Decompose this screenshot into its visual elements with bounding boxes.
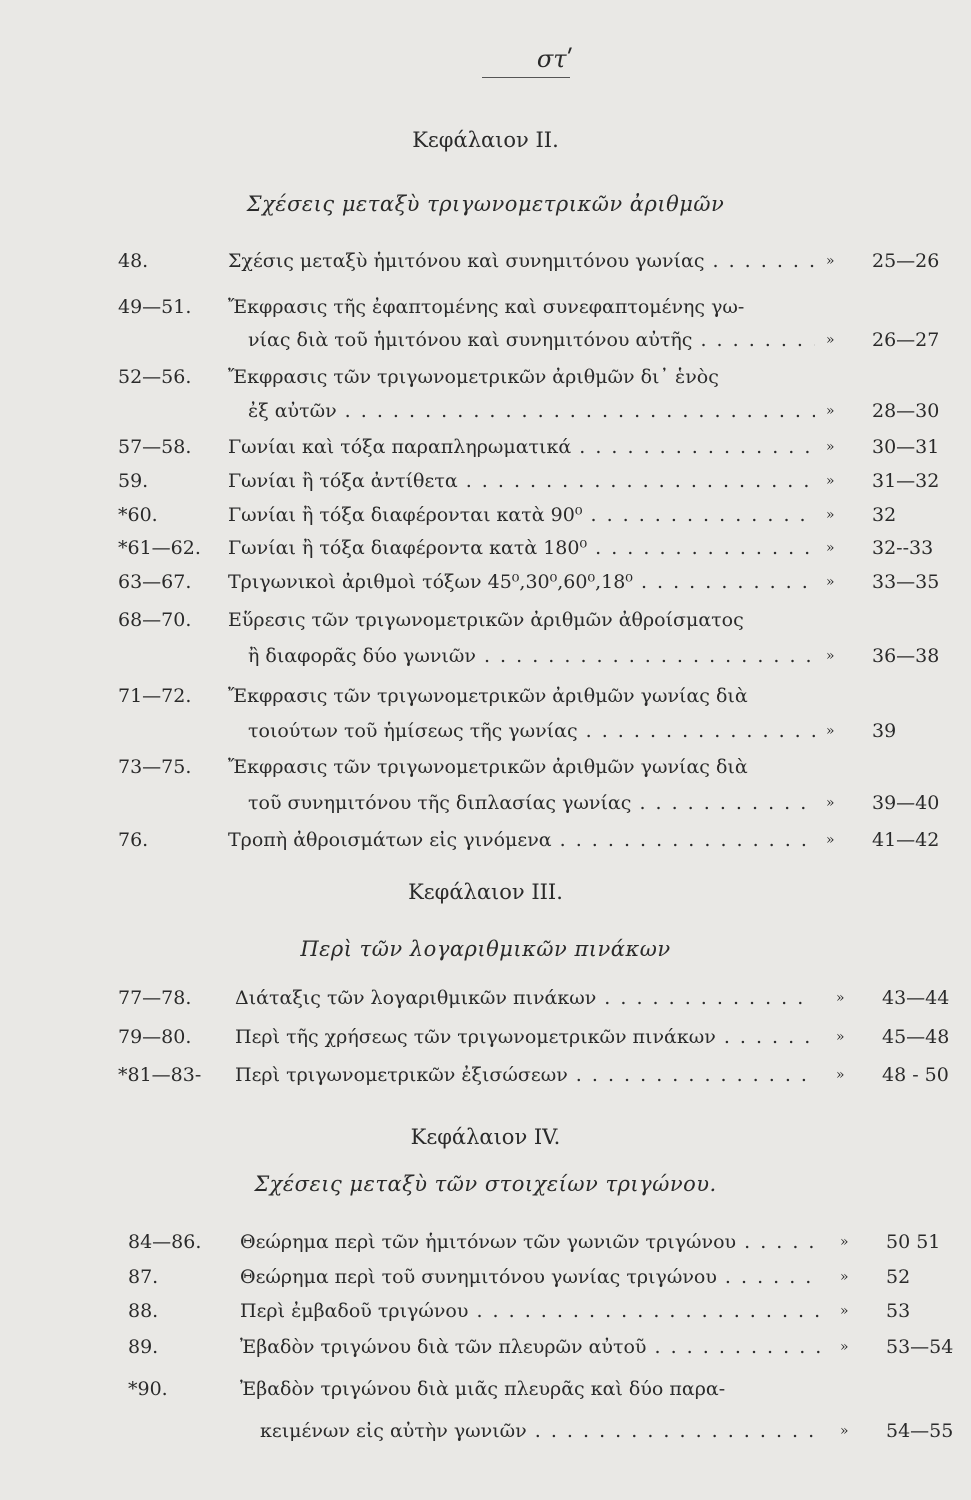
entry-number: 73—75. <box>118 756 192 778</box>
page-ditto-mark: » <box>840 1423 849 1439</box>
entry-number: 71—72. <box>118 685 192 707</box>
entry-title: Θεώρημα περὶ τῶν ἡμιτόνων τῶν γωνιῶν τριγώνου . . . <box>240 1225 820 1259</box>
entry-number: *60. <box>118 504 158 526</box>
entry-title: Ἔκφρασις τῶν τριγωνομετρικῶν ἀριθμῶν γωνίας διὰ <box>228 685 748 707</box>
page-ditto-mark: » <box>826 473 835 489</box>
entry-number: 52—56. <box>118 366 192 388</box>
chapter-heading: Κεφάλαιον III. <box>408 880 563 904</box>
entry-title-continued: κειμένων εἰς αὐτὴν γωνιῶν . . . <box>260 1414 820 1448</box>
entry-title: Περὶ τριγωνομετρικῶν ἐξισώσεων . . . <box>235 1058 815 1092</box>
entry-pages: 50 51 <box>886 1231 941 1253</box>
entry-title-continued: τοῦ συνημιτόνου τῆς διπλασίας γωνίας . . . <box>248 786 815 820</box>
entry-pages: 31—32 <box>872 470 940 492</box>
entry-number: 87. <box>128 1266 159 1288</box>
chapter-subtitle: Σχέσεις μεταξὺ τῶν στοιχείων τριγώνου. <box>254 1172 717 1196</box>
entry-number: *61—62. <box>118 537 201 559</box>
entry-title-continued: τοιούτων τοῦ ἡμίσεως τῆς γωνίας . . . <box>248 714 815 748</box>
entry-title: Ἔκφρασις τῆς ἐφαπτομένης καὶ συνεφαπτομένης γω- <box>228 296 745 318</box>
entry-pages: 41—42 <box>872 829 940 851</box>
chapter-heading: Κεφάλαιον IV. <box>410 1125 561 1149</box>
entry-number: *90. <box>128 1378 168 1400</box>
entry-pages: 39—40 <box>872 792 940 814</box>
entry-number: 48. <box>118 250 149 272</box>
entry-title: Σχέσις μεταξὺ ἡμιτόνου καὶ συνημιτόνου γωνίας . . . <box>228 244 815 278</box>
entry-pages: 39 <box>872 720 897 742</box>
entry-title: Διάταξις τῶν λογαριθμικῶν πινάκων . . . <box>235 981 815 1015</box>
entry-title: Τροπὴ ἀθροισμάτων εἰς γινόμενα . . . <box>228 823 815 857</box>
page-ditto-mark: » <box>826 540 835 556</box>
page-ditto-mark: » <box>826 832 835 848</box>
entry-number: 76. <box>118 829 149 851</box>
page-ditto-mark: » <box>826 723 835 739</box>
header-rule <box>482 77 570 78</box>
entry-title: Τριγωνικοὶ ἀριθμοὶ τόξων 45⁰,30⁰,60⁰,18⁰ . . . <box>228 565 815 599</box>
entry-title: Γωνίαι καὶ τόξα παραπληρωματικά . . . <box>228 430 815 464</box>
entry-pages: 45—48 <box>882 1026 950 1048</box>
entry-number: 77—78. <box>118 987 192 1009</box>
entry-pages: 54—55 <box>886 1420 954 1442</box>
page-ditto-mark: » <box>826 648 835 664</box>
entry-number: 89. <box>128 1336 159 1358</box>
entry-number: 68—70. <box>118 609 192 631</box>
page-ditto-mark: » <box>840 1234 849 1250</box>
entry-title: Ἐβαδὸν τριγώνου διὰ μιᾶς πλευρᾶς καὶ δύο παρα- <box>240 1378 726 1400</box>
entry-number: 79—80. <box>118 1026 192 1048</box>
page-ditto-mark: » <box>826 403 835 419</box>
page-ditto-mark: » <box>840 1269 849 1285</box>
entry-number: *81—83- <box>118 1064 202 1086</box>
chapter-subtitle: Περὶ τῶν λογαριθμικῶν πινάκων <box>300 937 671 961</box>
entry-title: Εὕρεσις τῶν τριγωνομετρικῶν ἀριθμῶν ἀθροίσματος <box>228 609 744 631</box>
page-ditto-mark: » <box>826 439 835 455</box>
entry-title: Περὶ τῆς χρήσεως τῶν τριγωνομετρικῶν πινάκων . . . <box>235 1020 815 1054</box>
entry-title: Ἔκφρασις τῶν τριγωνομετρικῶν ἀριθμῶν δι᾽ ἑνὸς <box>228 366 719 388</box>
entry-title: Ἐβαδὸν τριγώνου διὰ τῶν πλευρῶν αὐτοῦ . . . <box>240 1330 820 1364</box>
entry-pages: 36—38 <box>872 645 940 667</box>
entry-title-continued: νίας διὰ τοῦ ἡμιτόνου καὶ συνημιτόνου αὐτῆς . . . <box>248 323 815 357</box>
entry-pages: 33—35 <box>872 571 940 593</box>
page-ditto-mark: » <box>826 795 835 811</box>
entry-title-continued: ἢ διαφορᾶς δύο γωνιῶν . . . <box>248 639 815 673</box>
entry-title: Θεώρημα περὶ τοῦ συνημιτόνου γωνίας τριγώνου . . . <box>240 1260 820 1294</box>
page-ditto-mark: » <box>826 253 835 269</box>
entry-pages: 28—30 <box>872 400 940 422</box>
page-ditto-mark: » <box>840 1339 849 1355</box>
entry-number: 49—51. <box>118 296 192 318</box>
entry-pages: 32--33 <box>872 537 934 559</box>
entry-title: Γωνίαι ἢ τόξα διαφέροντα κατὰ 180⁰ . . . <box>228 531 815 565</box>
entry-number: 84—86. <box>128 1231 202 1253</box>
entry-pages: 43—44 <box>882 987 950 1009</box>
entry-title: Περὶ ἐμβαδοῦ τριγώνου . . . <box>240 1294 820 1328</box>
entry-pages: 25—26 <box>872 250 940 272</box>
entry-title-continued: ἐξ αὐτῶν . . . <box>248 394 815 428</box>
entry-title: Γωνίαι ἢ τόξα διαφέρονται κατὰ 90⁰ . . . <box>228 498 815 532</box>
page-ditto-mark: » <box>836 1029 845 1045</box>
entry-pages: 30—31 <box>872 436 940 458</box>
page-ditto-mark: » <box>840 1303 849 1319</box>
page-ditto-mark: » <box>826 574 835 590</box>
entry-title: Ἔκφρασις τῶν τριγωνομετρικῶν ἀριθμῶν γωνίας διὰ <box>228 756 748 778</box>
entry-pages: 53 <box>886 1300 911 1322</box>
page-ditto-mark: » <box>836 990 845 1006</box>
page-number: στʹ <box>536 45 574 73</box>
entry-pages: 53—54 <box>886 1336 954 1358</box>
entry-pages: 26—27 <box>872 329 940 351</box>
entry-number: 88. <box>128 1300 159 1322</box>
page-ditto-mark: » <box>836 1067 845 1083</box>
entry-pages: 48 - 50 <box>882 1064 949 1086</box>
entry-number: 57—58. <box>118 436 192 458</box>
entry-pages: 52 <box>886 1266 911 1288</box>
entry-number: 63—67. <box>118 571 192 593</box>
page-ditto-mark: » <box>826 507 835 523</box>
page-ditto-mark: » <box>826 332 835 348</box>
chapter-heading: Κεφάλαιον II. <box>412 128 559 152</box>
entry-number: 59. <box>118 470 149 492</box>
entry-title: Γωνίαι ἢ τόξα ἀντίθετα . . . <box>228 464 815 498</box>
chapter-subtitle: Σχέσεις μεταξὺ τριγωνομετρικῶν ἀριθμῶν <box>246 192 725 216</box>
entry-pages: 32 <box>872 504 897 526</box>
